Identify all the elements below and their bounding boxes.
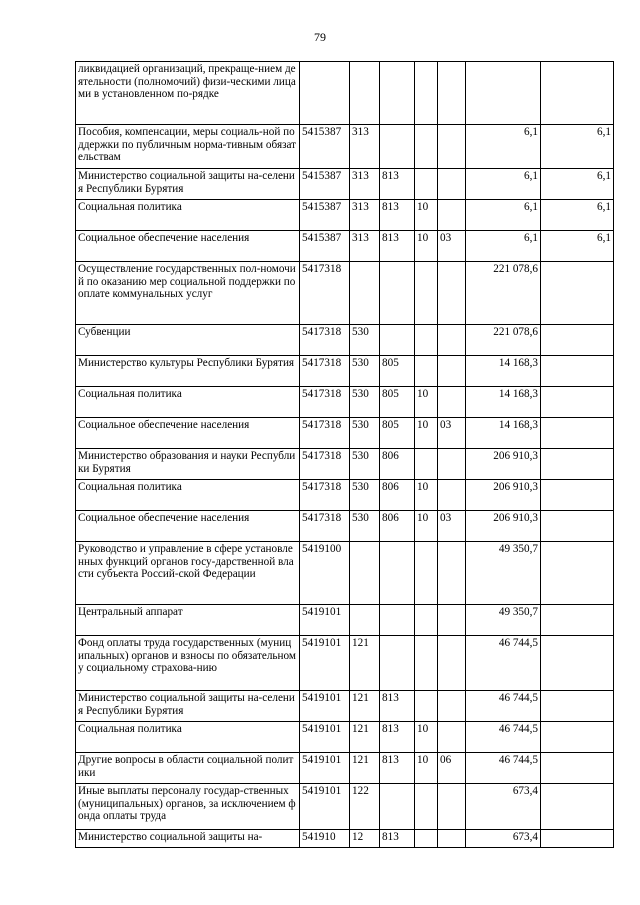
cell-section [415, 636, 438, 691]
cell-amount-2 [541, 753, 614, 784]
cell-department-code: 813 [380, 169, 415, 200]
cell-amount-1: 206 910,3 [466, 480, 541, 511]
cell-expense-type: 530 [350, 418, 380, 449]
cell-subsection [438, 480, 466, 511]
cell-amount-2: 6,1 [541, 231, 614, 262]
cell-subsection [438, 200, 466, 231]
cell-section [415, 62, 438, 125]
cell-department-code: 805 [380, 418, 415, 449]
cell-amount-1: 46 744,5 [466, 636, 541, 691]
cell-name: Социальная политика [76, 480, 300, 511]
cell-target-article: 5419101 [300, 605, 350, 636]
cell-department-code: 813 [380, 691, 415, 722]
cell-name: Социальное обеспечение населения [76, 231, 300, 262]
cell-expense-type: 313 [350, 125, 380, 169]
table-row [76, 356, 614, 387]
cell-section [415, 605, 438, 636]
cell-amount-1: 14 168,3 [466, 418, 541, 449]
cell-amount-1: 221 078,6 [466, 325, 541, 356]
cell-department-code: 813 [380, 722, 415, 753]
cell-target-article: 5419101 [300, 784, 350, 830]
cell-section [415, 449, 438, 480]
cell-amount-1: 46 744,5 [466, 722, 541, 753]
cell-expense-type: 121 [350, 691, 380, 722]
cell-expense-type: 12 [350, 830, 380, 848]
table-row [76, 231, 614, 262]
cell-department-code [380, 636, 415, 691]
cell-target-article: 5417318 [300, 449, 350, 480]
cell-department-code: 806 [380, 449, 415, 480]
cell-section: 10 [415, 231, 438, 262]
cell-target-article: 5419101 [300, 722, 350, 753]
cell-department-code: 805 [380, 387, 415, 418]
cell-name: Социальная политика [76, 200, 300, 231]
cell-name: Министерство культуры Республики Бурятия [76, 356, 300, 387]
cell-subsection [438, 125, 466, 169]
cell-target-article: 5417318 [300, 325, 350, 356]
cell-target-article: 5417318 [300, 262, 350, 325]
cell-subsection: 03 [438, 418, 466, 449]
cell-expense-type: 121 [350, 753, 380, 784]
cell-name: Фонд оплаты труда государственных (муниципальных) органов и взносы по обязательному социальному страхова-нию [76, 636, 300, 691]
cell-section [415, 169, 438, 200]
cell-subsection [438, 169, 466, 200]
cell-name: Иные выплаты персоналу государ-ственных (муниципальных) органов, за исключением фонда оплаты труда [76, 784, 300, 830]
cell-section [415, 691, 438, 722]
table-row [76, 449, 614, 480]
table-row [76, 262, 614, 325]
cell-amount-2 [541, 356, 614, 387]
cell-section [415, 830, 438, 848]
cell-target-article: 5415387 [300, 231, 350, 262]
cell-name: Руководство и управление в сфере установленных функций органов госу-дарственной власти субъекта Россий-ской Федерации [76, 542, 300, 605]
cell-name: Субвенции [76, 325, 300, 356]
cell-section [415, 125, 438, 169]
budget-table-body [76, 62, 614, 848]
cell-name: Социальное обеспечение населения [76, 418, 300, 449]
table-row [76, 480, 614, 511]
cell-amount-2: 6,1 [541, 125, 614, 169]
cell-amount-2 [541, 511, 614, 542]
table-row [76, 169, 614, 200]
table-row [76, 511, 614, 542]
cell-section: 10 [415, 722, 438, 753]
cell-subsection: 03 [438, 511, 466, 542]
cell-department-code: 813 [380, 200, 415, 231]
cell-section [415, 356, 438, 387]
cell-amount-2 [541, 262, 614, 325]
cell-amount-1: 46 744,5 [466, 753, 541, 784]
cell-amount-2 [541, 722, 614, 753]
cell-target-article: 5417318 [300, 356, 350, 387]
cell-section [415, 784, 438, 830]
cell-subsection [438, 325, 466, 356]
page-number: 79 [314, 30, 326, 44]
table-row [76, 784, 614, 830]
cell-amount-1: 221 078,6 [466, 262, 541, 325]
cell-section: 10 [415, 480, 438, 511]
cell-department-code [380, 262, 415, 325]
table-row [76, 542, 614, 605]
table-row [76, 418, 614, 449]
table-row [76, 753, 614, 784]
cell-expense-type [350, 542, 380, 605]
cell-name: Социальная политика [76, 387, 300, 418]
cell-expense-type: 121 [350, 636, 380, 691]
cell-department-code [380, 62, 415, 125]
cell-expense-type: 313 [350, 200, 380, 231]
cell-department-code [380, 125, 415, 169]
cell-expense-type: 121 [350, 722, 380, 753]
cell-department-code [380, 325, 415, 356]
cell-subsection [438, 262, 466, 325]
cell-department-code: 813 [380, 231, 415, 262]
cell-expense-type: 530 [350, 449, 380, 480]
cell-amount-1: 673,4 [466, 830, 541, 848]
cell-expense-type: 530 [350, 325, 380, 356]
cell-amount-1: 14 168,3 [466, 356, 541, 387]
table-row [76, 691, 614, 722]
table-row [76, 722, 614, 753]
table-row [76, 605, 614, 636]
cell-section: 10 [415, 200, 438, 231]
cell-amount-2: 6,1 [541, 169, 614, 200]
cell-name: Другие вопросы в области социальной политики [76, 753, 300, 784]
cell-amount-2 [541, 449, 614, 480]
cell-section [415, 262, 438, 325]
cell-amount-2 [541, 480, 614, 511]
cell-amount-1: 673,4 [466, 784, 541, 830]
table-row [76, 125, 614, 169]
cell-subsection [438, 636, 466, 691]
cell-department-code: 806 [380, 511, 415, 542]
cell-department-code [380, 784, 415, 830]
cell-expense-type: 122 [350, 784, 380, 830]
cell-amount-2 [541, 830, 614, 848]
cell-subsection [438, 542, 466, 605]
cell-subsection [438, 784, 466, 830]
cell-target-article: 5417318 [300, 480, 350, 511]
cell-target-article: 5417318 [300, 511, 350, 542]
cell-subsection [438, 605, 466, 636]
cell-expense-type: 530 [350, 387, 380, 418]
cell-department-code: 806 [380, 480, 415, 511]
cell-amount-1: 206 910,3 [466, 449, 541, 480]
table-row [76, 387, 614, 418]
cell-name: Социальная политика [76, 722, 300, 753]
table-row [76, 325, 614, 356]
cell-target-article: 5419101 [300, 636, 350, 691]
cell-target-article: 5419101 [300, 691, 350, 722]
cell-amount-1: 206 910,3 [466, 511, 541, 542]
cell-target-article: 541910 [300, 830, 350, 848]
cell-expense-type: 530 [350, 356, 380, 387]
cell-expense-type [350, 62, 380, 125]
cell-name: ликвидацией организаций, прекраще-нием деятельности (полномочий) физи-ческими лицами в установленном по-рядке [76, 62, 300, 125]
cell-department-code [380, 605, 415, 636]
cell-amount-2 [541, 636, 614, 691]
cell-amount-2 [541, 387, 614, 418]
cell-subsection: 06 [438, 753, 466, 784]
cell-name: Министерство социальной защиты на-селения Республики Бурятия [76, 169, 300, 200]
cell-amount-2: 6,1 [541, 200, 614, 231]
cell-expense-type: 530 [350, 480, 380, 511]
cell-amount-2 [541, 418, 614, 449]
table-row [76, 62, 614, 125]
cell-name: Министерство социальной защиты на-селения Республики Бурятия [76, 691, 300, 722]
cell-subsection [438, 449, 466, 480]
cell-name: Социальное обеспечение населения [76, 511, 300, 542]
cell-department-code: 805 [380, 356, 415, 387]
cell-section [415, 325, 438, 356]
cell-name: Осуществление государственных пол-номочий по оказанию мер социальной поддержки по оплате коммунальных услуг [76, 262, 300, 325]
cell-target-article [300, 62, 350, 125]
cell-target-article: 5415387 [300, 169, 350, 200]
cell-section: 10 [415, 418, 438, 449]
table-row [76, 830, 614, 848]
cell-amount-1: 6,1 [466, 169, 541, 200]
budget-table [75, 61, 614, 848]
cell-expense-type: 530 [350, 511, 380, 542]
cell-expense-type: 313 [350, 169, 380, 200]
cell-section [415, 542, 438, 605]
cell-amount-2 [541, 784, 614, 830]
cell-expense-type [350, 605, 380, 636]
cell-department-code [380, 542, 415, 605]
cell-section: 10 [415, 387, 438, 418]
cell-target-article: 5419101 [300, 753, 350, 784]
cell-department-code: 813 [380, 830, 415, 848]
cell-amount-1: 14 168,3 [466, 387, 541, 418]
cell-subsection [438, 356, 466, 387]
cell-amount-1 [466, 62, 541, 125]
cell-target-article: 5415387 [300, 125, 350, 169]
cell-amount-2 [541, 325, 614, 356]
cell-amount-2 [541, 62, 614, 125]
cell-amount-2 [541, 691, 614, 722]
cell-amount-1: 49 350,7 [466, 542, 541, 605]
cell-subsection [438, 830, 466, 848]
cell-subsection: 03 [438, 231, 466, 262]
cell-expense-type [350, 262, 380, 325]
cell-subsection [438, 691, 466, 722]
cell-amount-2 [541, 605, 614, 636]
cell-amount-2 [541, 542, 614, 605]
cell-target-article: 5419100 [300, 542, 350, 605]
cell-target-article: 5417318 [300, 418, 350, 449]
cell-subsection [438, 387, 466, 418]
cell-target-article: 5417318 [300, 387, 350, 418]
cell-amount-1: 49 350,7 [466, 605, 541, 636]
cell-amount-1: 6,1 [466, 231, 541, 262]
table-row [76, 636, 614, 691]
cell-amount-1: 6,1 [466, 200, 541, 231]
cell-name: Центральный аппарат [76, 605, 300, 636]
cell-section: 10 [415, 511, 438, 542]
cell-expense-type: 313 [350, 231, 380, 262]
cell-target-article: 5415387 [300, 200, 350, 231]
cell-name: Пособия, компенсации, меры социаль-ной поддержки по публичным норма-тивным обязательствам [76, 125, 300, 169]
table-row [76, 200, 614, 231]
cell-subsection [438, 722, 466, 753]
cell-department-code: 813 [380, 753, 415, 784]
cell-amount-1: 6,1 [466, 125, 541, 169]
cell-subsection [438, 62, 466, 125]
cell-section: 10 [415, 753, 438, 784]
cell-amount-1: 46 744,5 [466, 691, 541, 722]
cell-name: Министерство образования и науки Республики Бурятия [76, 449, 300, 480]
cell-name: Министерство социальной защиты на- [76, 830, 300, 848]
